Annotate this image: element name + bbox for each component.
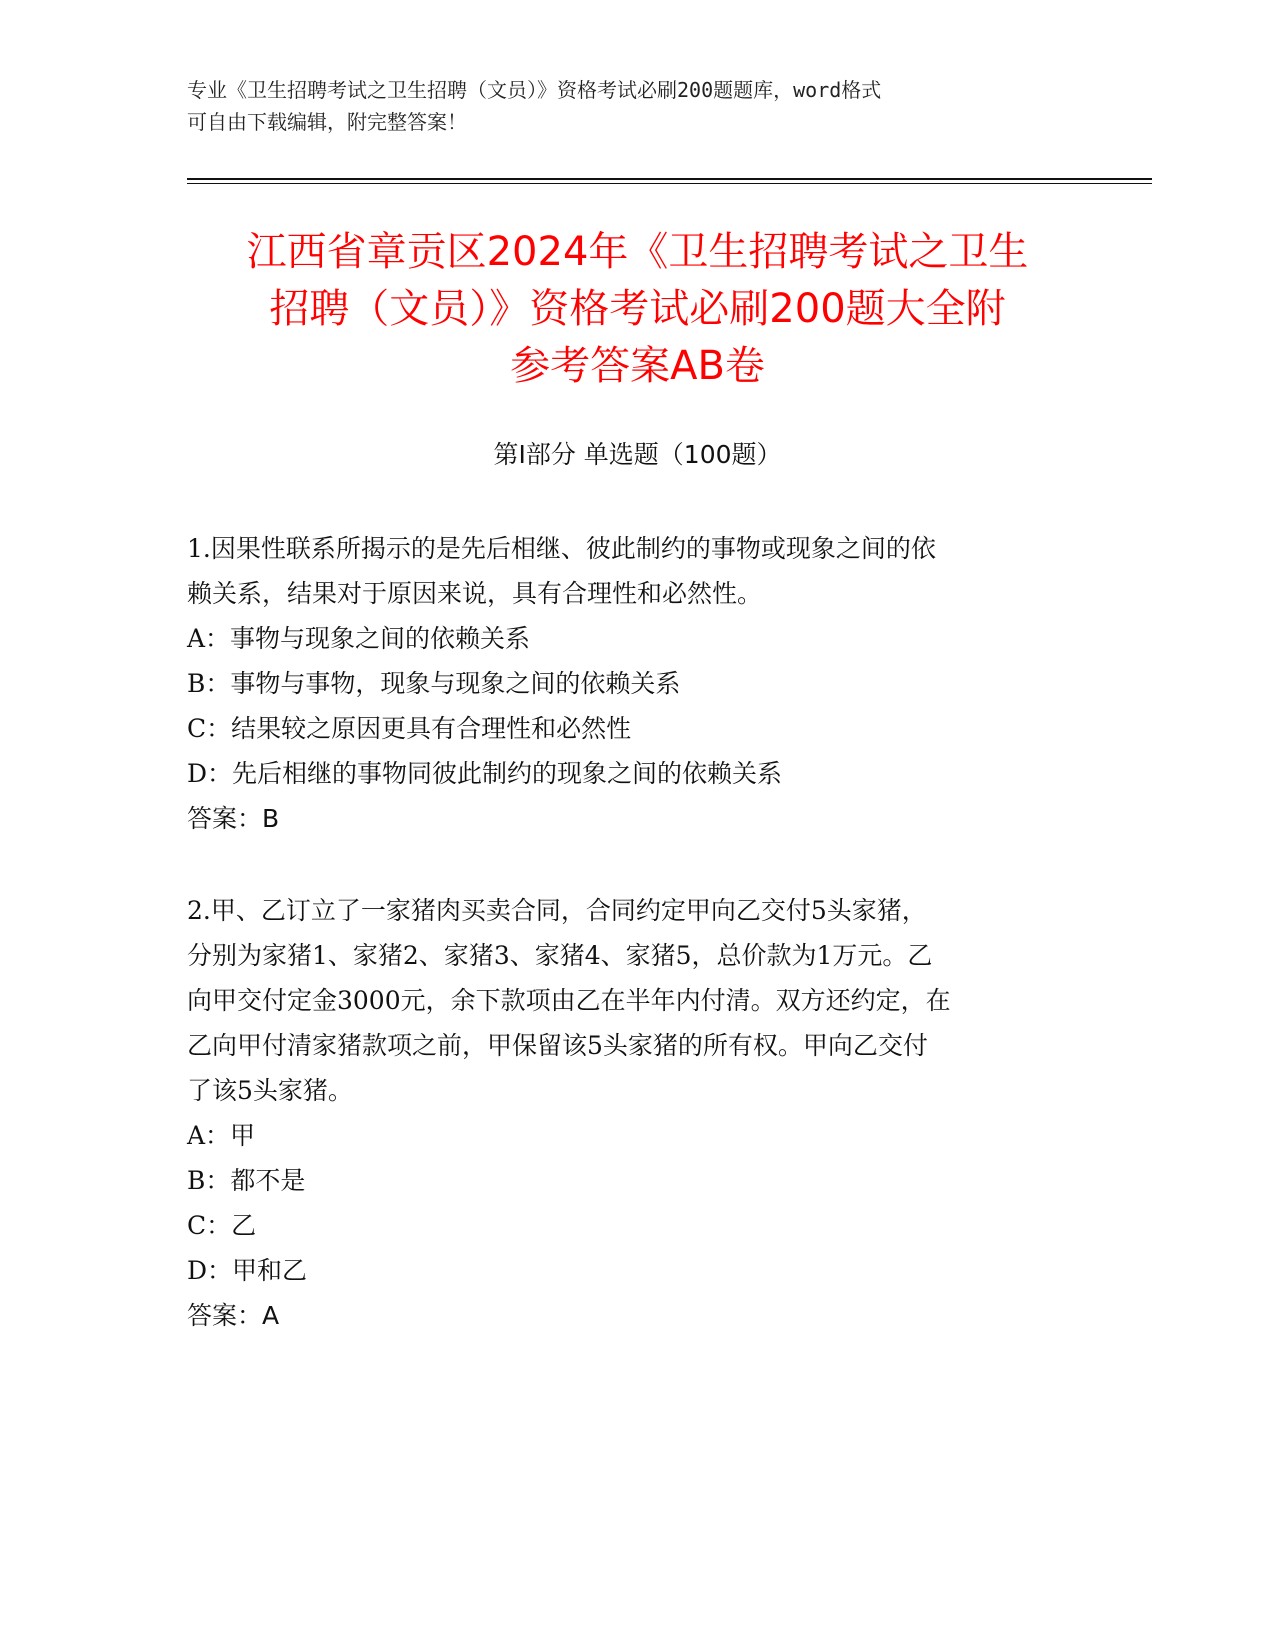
stem-line: 乙向甲付清家猪款项之前，甲保留该5头家猪的所有权。甲向乙交付 bbox=[187, 1031, 928, 1060]
question-item bbox=[187, 526, 1087, 841]
question-item bbox=[187, 888, 1087, 1338]
option-a: A：甲 bbox=[187, 1121, 256, 1150]
question-stem bbox=[187, 888, 1087, 1113]
header-note-line: 专业《卫生招聘考试之卫生招聘（文员）》资格考试必刷200题题库，word格式 bbox=[187, 78, 882, 102]
header-note bbox=[187, 74, 1067, 138]
answer-line: 答案：B bbox=[187, 804, 280, 833]
option-d: D：先后相继的事物同彼此制约的现象之间的依赖关系 bbox=[187, 759, 783, 788]
header-divider-thick bbox=[187, 178, 1152, 180]
answer-line: 答案：A bbox=[187, 1301, 280, 1330]
header-note-line: 可自由下载编辑，附完整答案！ bbox=[187, 110, 467, 134]
stem-line: 2.甲、乙订立了一家猪肉买卖合同，合同约定甲向乙交付5头家猪， bbox=[187, 896, 927, 925]
section-heading: 第I部分 单选题（100题） bbox=[493, 440, 782, 469]
stem-line: 分别为家猪1、家猪2、家猪3、家猪4、家猪5，总价款为1万元。乙 bbox=[187, 941, 933, 970]
option-a: A：事物与现象之间的依赖关系 bbox=[187, 624, 531, 653]
option-c: C：乙 bbox=[187, 1211, 257, 1240]
option-b: B：都不是 bbox=[187, 1166, 306, 1195]
stem-line: 向甲交付定金3000元，余下款项由乙在半年内付清。双方还约定，在 bbox=[187, 986, 951, 1015]
option-c: C：结果较之原因更具有合理性和必然性 bbox=[187, 714, 632, 743]
document-title bbox=[150, 224, 1125, 395]
title-line: 招聘（文员）》资格考试必刷200题大全附 bbox=[269, 286, 1006, 332]
stem-line: 赖关系，结果对于原因来说，具有合理性和必然性。 bbox=[187, 579, 763, 608]
question-stem bbox=[187, 526, 1087, 616]
header-divider-thin bbox=[187, 183, 1152, 184]
stem-line: 了该5头家猪。 bbox=[187, 1076, 353, 1105]
option-d: D：甲和乙 bbox=[187, 1256, 308, 1285]
title-line: 江西省章贡区2024年《卫生招聘考试之卫生 bbox=[246, 229, 1029, 275]
option-b: B：事物与事物，现象与现象之间的依赖关系 bbox=[187, 669, 681, 698]
stem-line: 1.因果性联系所揭示的是先后相继、彼此制约的事物或现象之间的依 bbox=[187, 534, 936, 563]
title-line: 参考答案AB卷 bbox=[510, 343, 765, 389]
